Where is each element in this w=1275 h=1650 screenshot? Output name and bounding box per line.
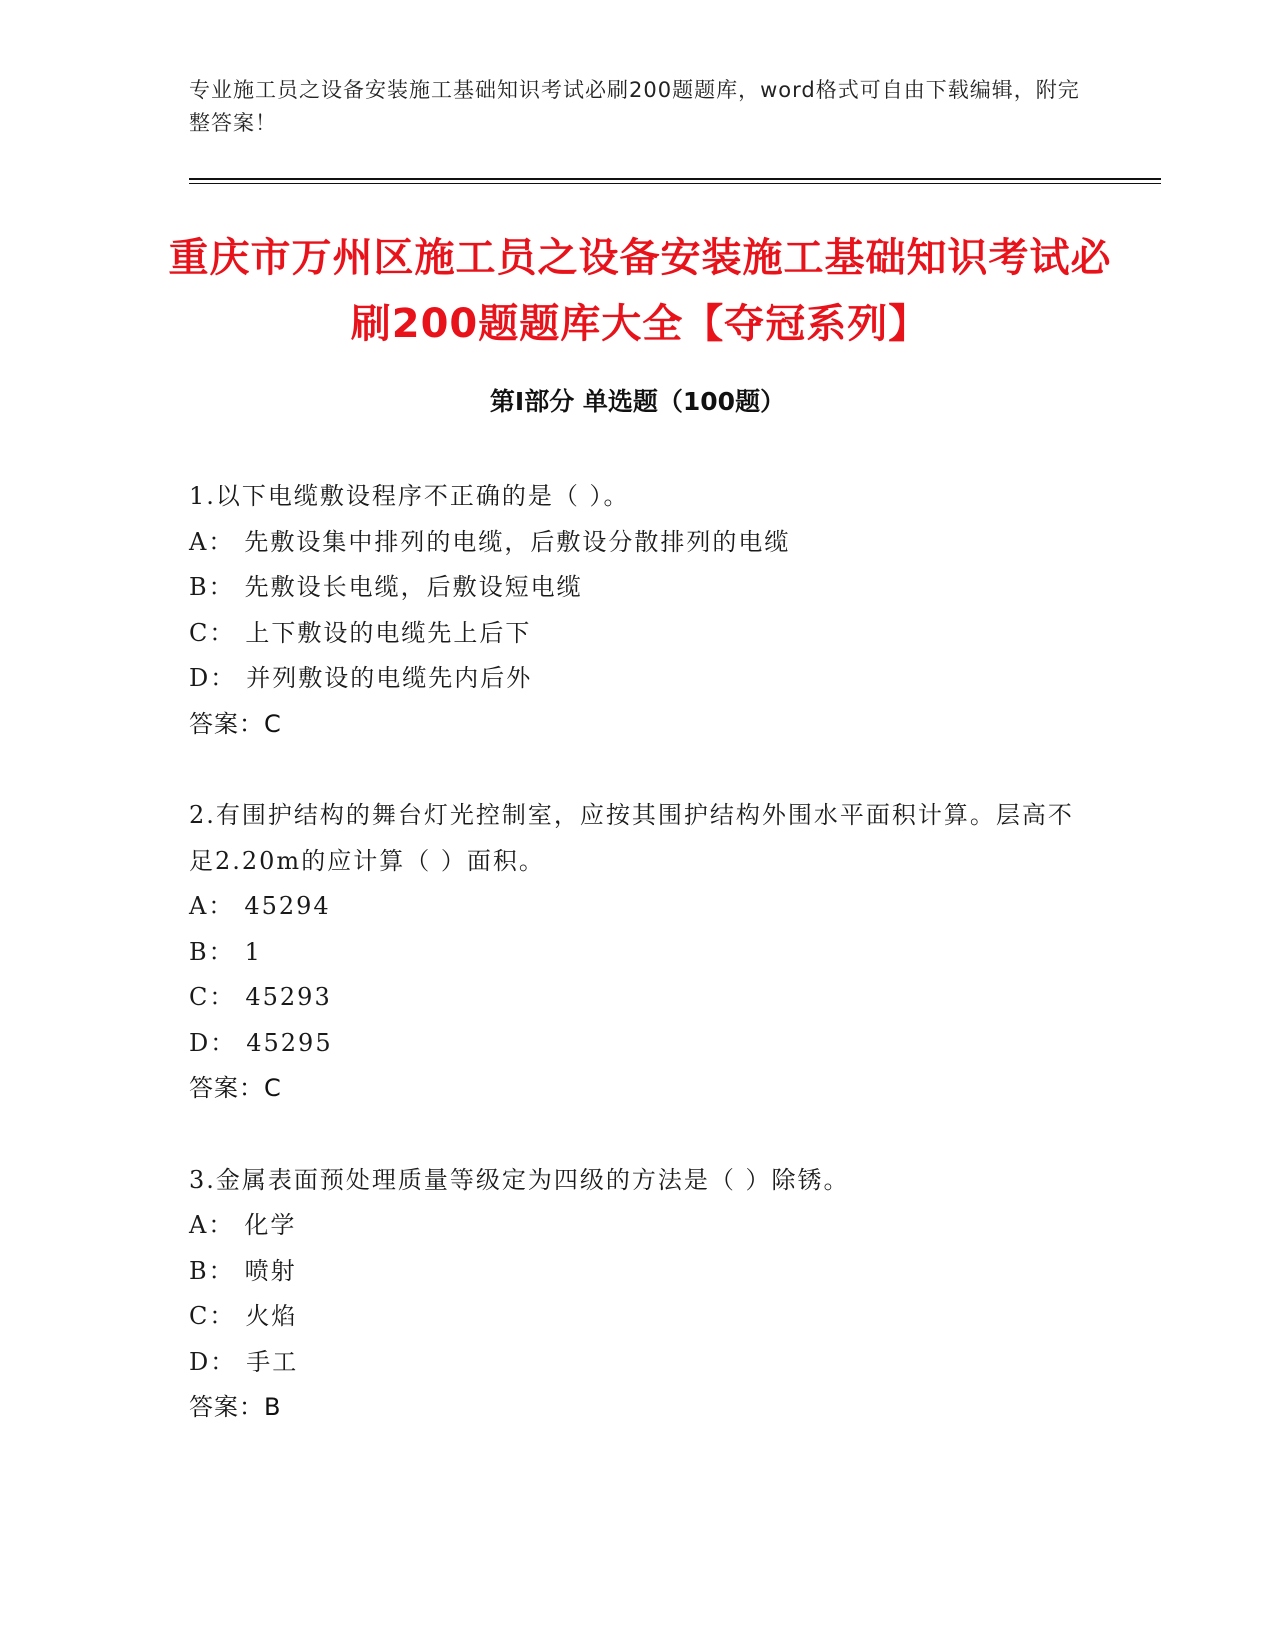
- header-divider-thin: [189, 183, 1161, 184]
- option-text: 并列敷设的电缆先内后外: [246, 664, 533, 692]
- option-key: B：: [189, 573, 235, 601]
- option-a: [189, 1203, 1089, 1249]
- option-text: 火焰: [245, 1302, 298, 1330]
- option-d: [189, 1021, 1089, 1067]
- option-text: 上下敷设的电缆先上后下: [245, 618, 532, 647]
- option-c: [189, 975, 1089, 1021]
- option-text: 喷射: [244, 1256, 297, 1285]
- option-key: D：: [189, 664, 237, 692]
- option-key: A：: [189, 892, 235, 920]
- option-key: C：: [189, 1302, 236, 1330]
- option-a: [189, 520, 1089, 566]
- option-key: C：: [189, 983, 236, 1011]
- option-key: B：: [189, 937, 235, 966]
- section-heading: 第Ⅰ部分 单选题（100题）: [489, 387, 786, 416]
- option-c: [189, 611, 1089, 657]
- option-a: [189, 884, 1089, 930]
- question-2: [189, 793, 1089, 1112]
- option-key: C：: [189, 618, 236, 647]
- option-c: [189, 1294, 1089, 1340]
- option-text: 化学: [244, 1211, 297, 1239]
- answer-line: 答案：B: [189, 1393, 282, 1421]
- question-1: [189, 474, 1089, 747]
- question-list: [189, 474, 1089, 1477]
- option-text: 先敷设集中排列的电缆，后敷设分散排列的电缆: [244, 527, 791, 556]
- option-b: [189, 1249, 1089, 1295]
- document-title: 重庆市万州区施工员之设备安装施工基础知识考试必刷200题题库大全【夺冠系列】: [168, 235, 1112, 347]
- answer-line: 答案：C: [189, 1074, 282, 1102]
- question-stem: 2.有围护结构的舞台灯光控制室，应按其围护结构外围水平面积计算。层高不足2.20m的应计算（ ）面积。: [189, 801, 1074, 875]
- option-text: 45293: [245, 983, 332, 1011]
- option-key: A：: [189, 1211, 235, 1239]
- header-note: 专业施工员之设备安装施工基础知识考试必刷200题题库，word格式可自由下载编辑，附完整答案！: [189, 78, 1080, 135]
- option-key: D：: [189, 1347, 237, 1376]
- option-b: [189, 930, 1089, 976]
- option-d: [189, 1340, 1089, 1386]
- option-text: 45294: [244, 892, 331, 920]
- option-text: 45295: [246, 1028, 333, 1057]
- header-divider-thick: [189, 178, 1161, 180]
- option-text: 1: [244, 937, 262, 966]
- option-key: D：: [189, 1028, 237, 1057]
- question-3: [189, 1158, 1089, 1431]
- option-key: A：: [189, 527, 235, 556]
- question-stem: 1.以下电缆敷设程序不正确的是（ ）。: [189, 482, 630, 510]
- option-text: 先敷设长电缆，后敷设短电缆: [244, 573, 583, 601]
- question-stem: 3.金属表面预处理质量等级定为四级的方法是（ ）除锈。: [189, 1165, 850, 1194]
- option-d: [189, 656, 1089, 702]
- answer-line: 答案：C: [189, 709, 282, 738]
- option-b: [189, 565, 1089, 611]
- option-key: B：: [189, 1256, 235, 1285]
- option-text: 手工: [246, 1347, 299, 1376]
